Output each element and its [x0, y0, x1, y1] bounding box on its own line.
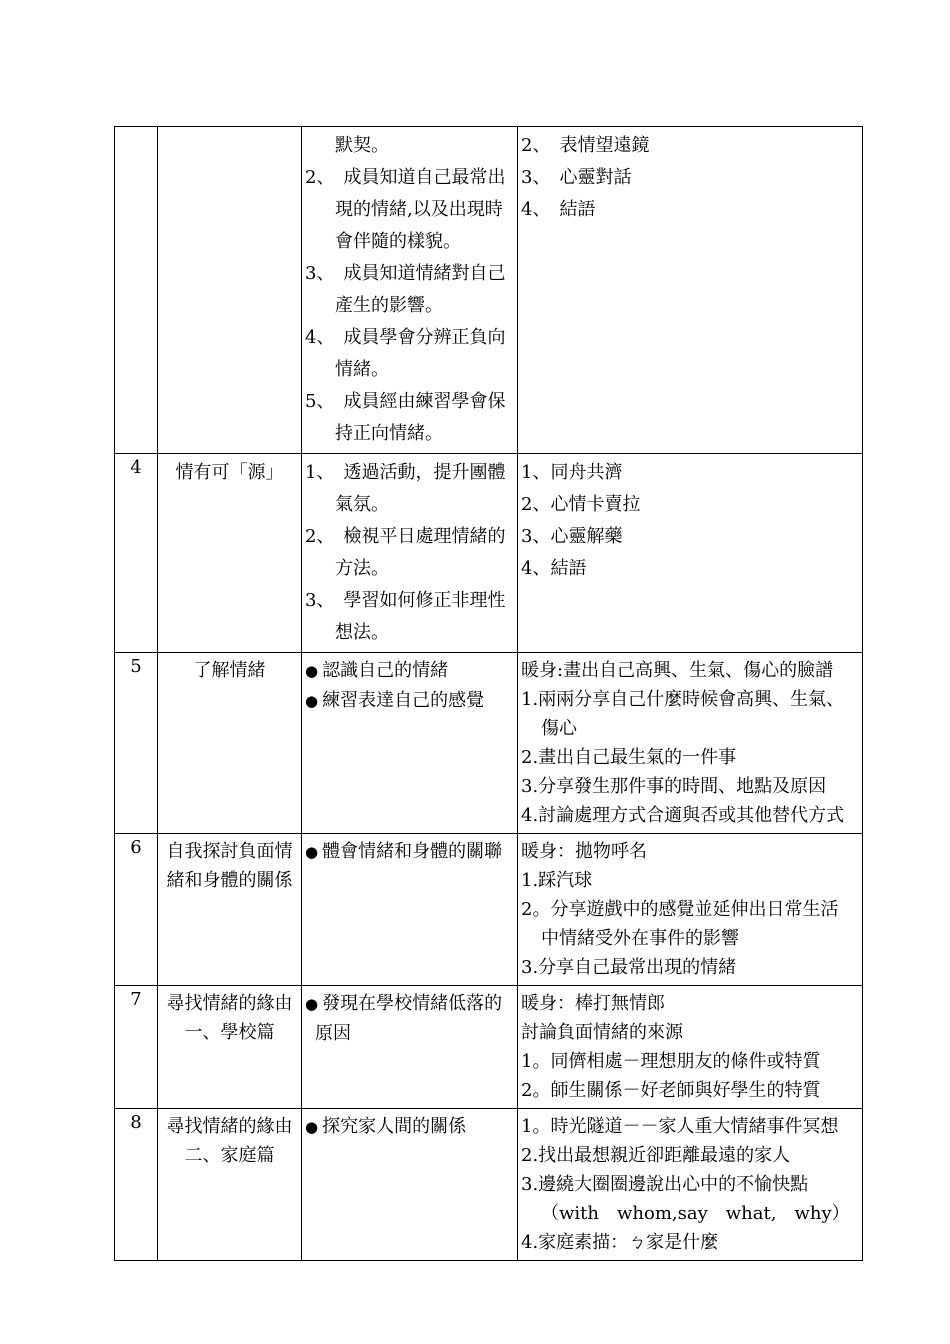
goal-bullet: ● 探究家人間的關係	[305, 1112, 514, 1142]
goal-bullet: ● 練習表達自己的感覺	[305, 686, 514, 716]
goal-bullet: ● 認識自己的情緒	[305, 656, 514, 686]
session-goals	[302, 454, 518, 653]
goal-line: 4、 成員學會分辨正負向	[305, 327, 506, 348]
session-title	[158, 986, 302, 1109]
title-line: 了解情緒	[193, 660, 266, 681]
goal-line: 持正向情緒。	[335, 423, 443, 444]
goal-line: 方法。	[335, 558, 389, 579]
goal-line: 原因	[315, 1023, 351, 1044]
session-number: 5	[115, 653, 158, 834]
session-activities	[518, 127, 863, 454]
activity-line: 3、 心靈對話	[521, 167, 632, 188]
goal-line: 3、 學習如何修正非理性	[305, 590, 506, 611]
table-row	[115, 986, 863, 1109]
title-line: 一、學校篇	[184, 1022, 275, 1043]
activity-line: 2.找出最想親近卻距離最遠的家人	[521, 1145, 791, 1166]
activity-line: 4、結語	[521, 558, 587, 579]
session-number: 8	[115, 1109, 158, 1261]
session-title	[158, 127, 302, 454]
goal-line: 情緒。	[335, 359, 389, 380]
activity-line: 2。師生關係－好老師與好學生的特質	[521, 1080, 821, 1101]
session-activities	[518, 1109, 863, 1261]
title-line: 二、家庭篇	[184, 1145, 275, 1166]
title-line: 緒和身體的關係	[166, 870, 293, 891]
activity-line: 4.討論處理方式合適與否或其他替代方式	[521, 805, 845, 826]
activity-line: 3.分享自己最常出現的情緒	[521, 957, 737, 978]
session-number: 6	[115, 834, 158, 986]
goal-line: 2、 成員知道自己最常出	[305, 167, 506, 188]
table-row	[115, 1109, 863, 1261]
table-row	[115, 454, 863, 653]
session-goals	[302, 653, 518, 834]
activity-line: 1.踩汽球	[521, 870, 593, 891]
session-activities	[518, 454, 863, 653]
activity-line: 4.家庭素描：ㄅ家是什麼	[521, 1232, 719, 1253]
goal-line: 3、 成員知道情緒對自己	[305, 263, 506, 284]
activity-line: 2.畫出自己最生氣的一件事	[521, 747, 737, 768]
session-activities	[518, 986, 863, 1109]
table-row	[115, 834, 863, 986]
session-number	[115, 127, 158, 454]
table-row	[115, 653, 863, 834]
session-title	[158, 454, 302, 653]
activity-line: 暖身：拋物呼名	[521, 841, 647, 862]
activity-line: 1。同儕相處－理想朋友的條件或特質	[521, 1051, 821, 1072]
activity-line: 2、 表情望遠鏡	[521, 135, 650, 156]
session-activities	[518, 653, 863, 834]
goal-line: 會伴隨的樣貌。	[335, 231, 461, 252]
title-line: 尋找情緒的緣由	[166, 993, 293, 1014]
activity-line: 2、心情卡賣拉	[521, 494, 641, 515]
session-goals	[302, 986, 518, 1109]
activity-line: 傷心	[541, 718, 577, 739]
activity-line: 3.邊繞大圈圈邊說出心中的不愉快點	[521, 1174, 809, 1195]
title-line: 自我探討負面情	[166, 841, 293, 862]
goal-bullet: ● 發現在學校情緒低落的	[305, 989, 514, 1019]
activity-line: 討論負面情緒的來源	[521, 1022, 683, 1043]
goal-line: 氣氛。	[335, 494, 389, 515]
session-title	[158, 653, 302, 834]
session-number: 7	[115, 986, 158, 1109]
activity-line: 1、同舟共濟	[521, 462, 623, 483]
session-goals	[302, 1109, 518, 1261]
session-title	[158, 834, 302, 986]
activity-line: 3.分享發生那件事的時間、地點及原因	[521, 776, 827, 797]
activity-line: 1。時光隧道－－家人重大情緒事件冥想	[521, 1116, 839, 1137]
session-number: 4	[115, 454, 158, 653]
session-goals	[302, 834, 518, 986]
goal-line: 現的情緒,以及出現時	[335, 199, 503, 220]
goal-line: 想法。	[335, 622, 389, 643]
session-activities	[518, 834, 863, 986]
activity-line: 中情緒受外在事件的影響	[541, 928, 739, 949]
activity-line: 暖身：棒打無情郎	[521, 993, 665, 1014]
table-row	[115, 127, 863, 454]
session-plan-table	[114, 126, 863, 1261]
title-line: 尋找情緒的緣由	[166, 1116, 293, 1137]
goal-line: 1、 透過活動，提升團體	[305, 462, 506, 483]
goal-line: 默契。	[335, 135, 389, 156]
activity-line: 4、 結語	[521, 199, 596, 220]
activity-line: 2。分享遊戲中的感覺並延伸出日常生活	[521, 899, 839, 920]
activity-line: 1.兩兩分享自己什麼時候會高興、生氣、	[521, 689, 845, 710]
goal-line: 2、 檢視平日處理情緒的	[305, 526, 506, 547]
session-title	[158, 1109, 302, 1261]
goal-line: 5、 成員經由練習學會保	[305, 391, 506, 412]
activity-line: 3、心靈解藥	[521, 526, 623, 547]
title-line: 情有可「源」	[175, 462, 284, 483]
activity-line: （with whom,say what, why）	[541, 1203, 850, 1224]
goal-bullet: ● 體會情緒和身體的關聯	[305, 837, 514, 867]
activity-line: 暖身:畫出自己高興、生氣、傷心的臉譜	[521, 660, 834, 681]
session-goals	[302, 127, 518, 454]
goal-line: 產生的影響。	[335, 295, 443, 316]
